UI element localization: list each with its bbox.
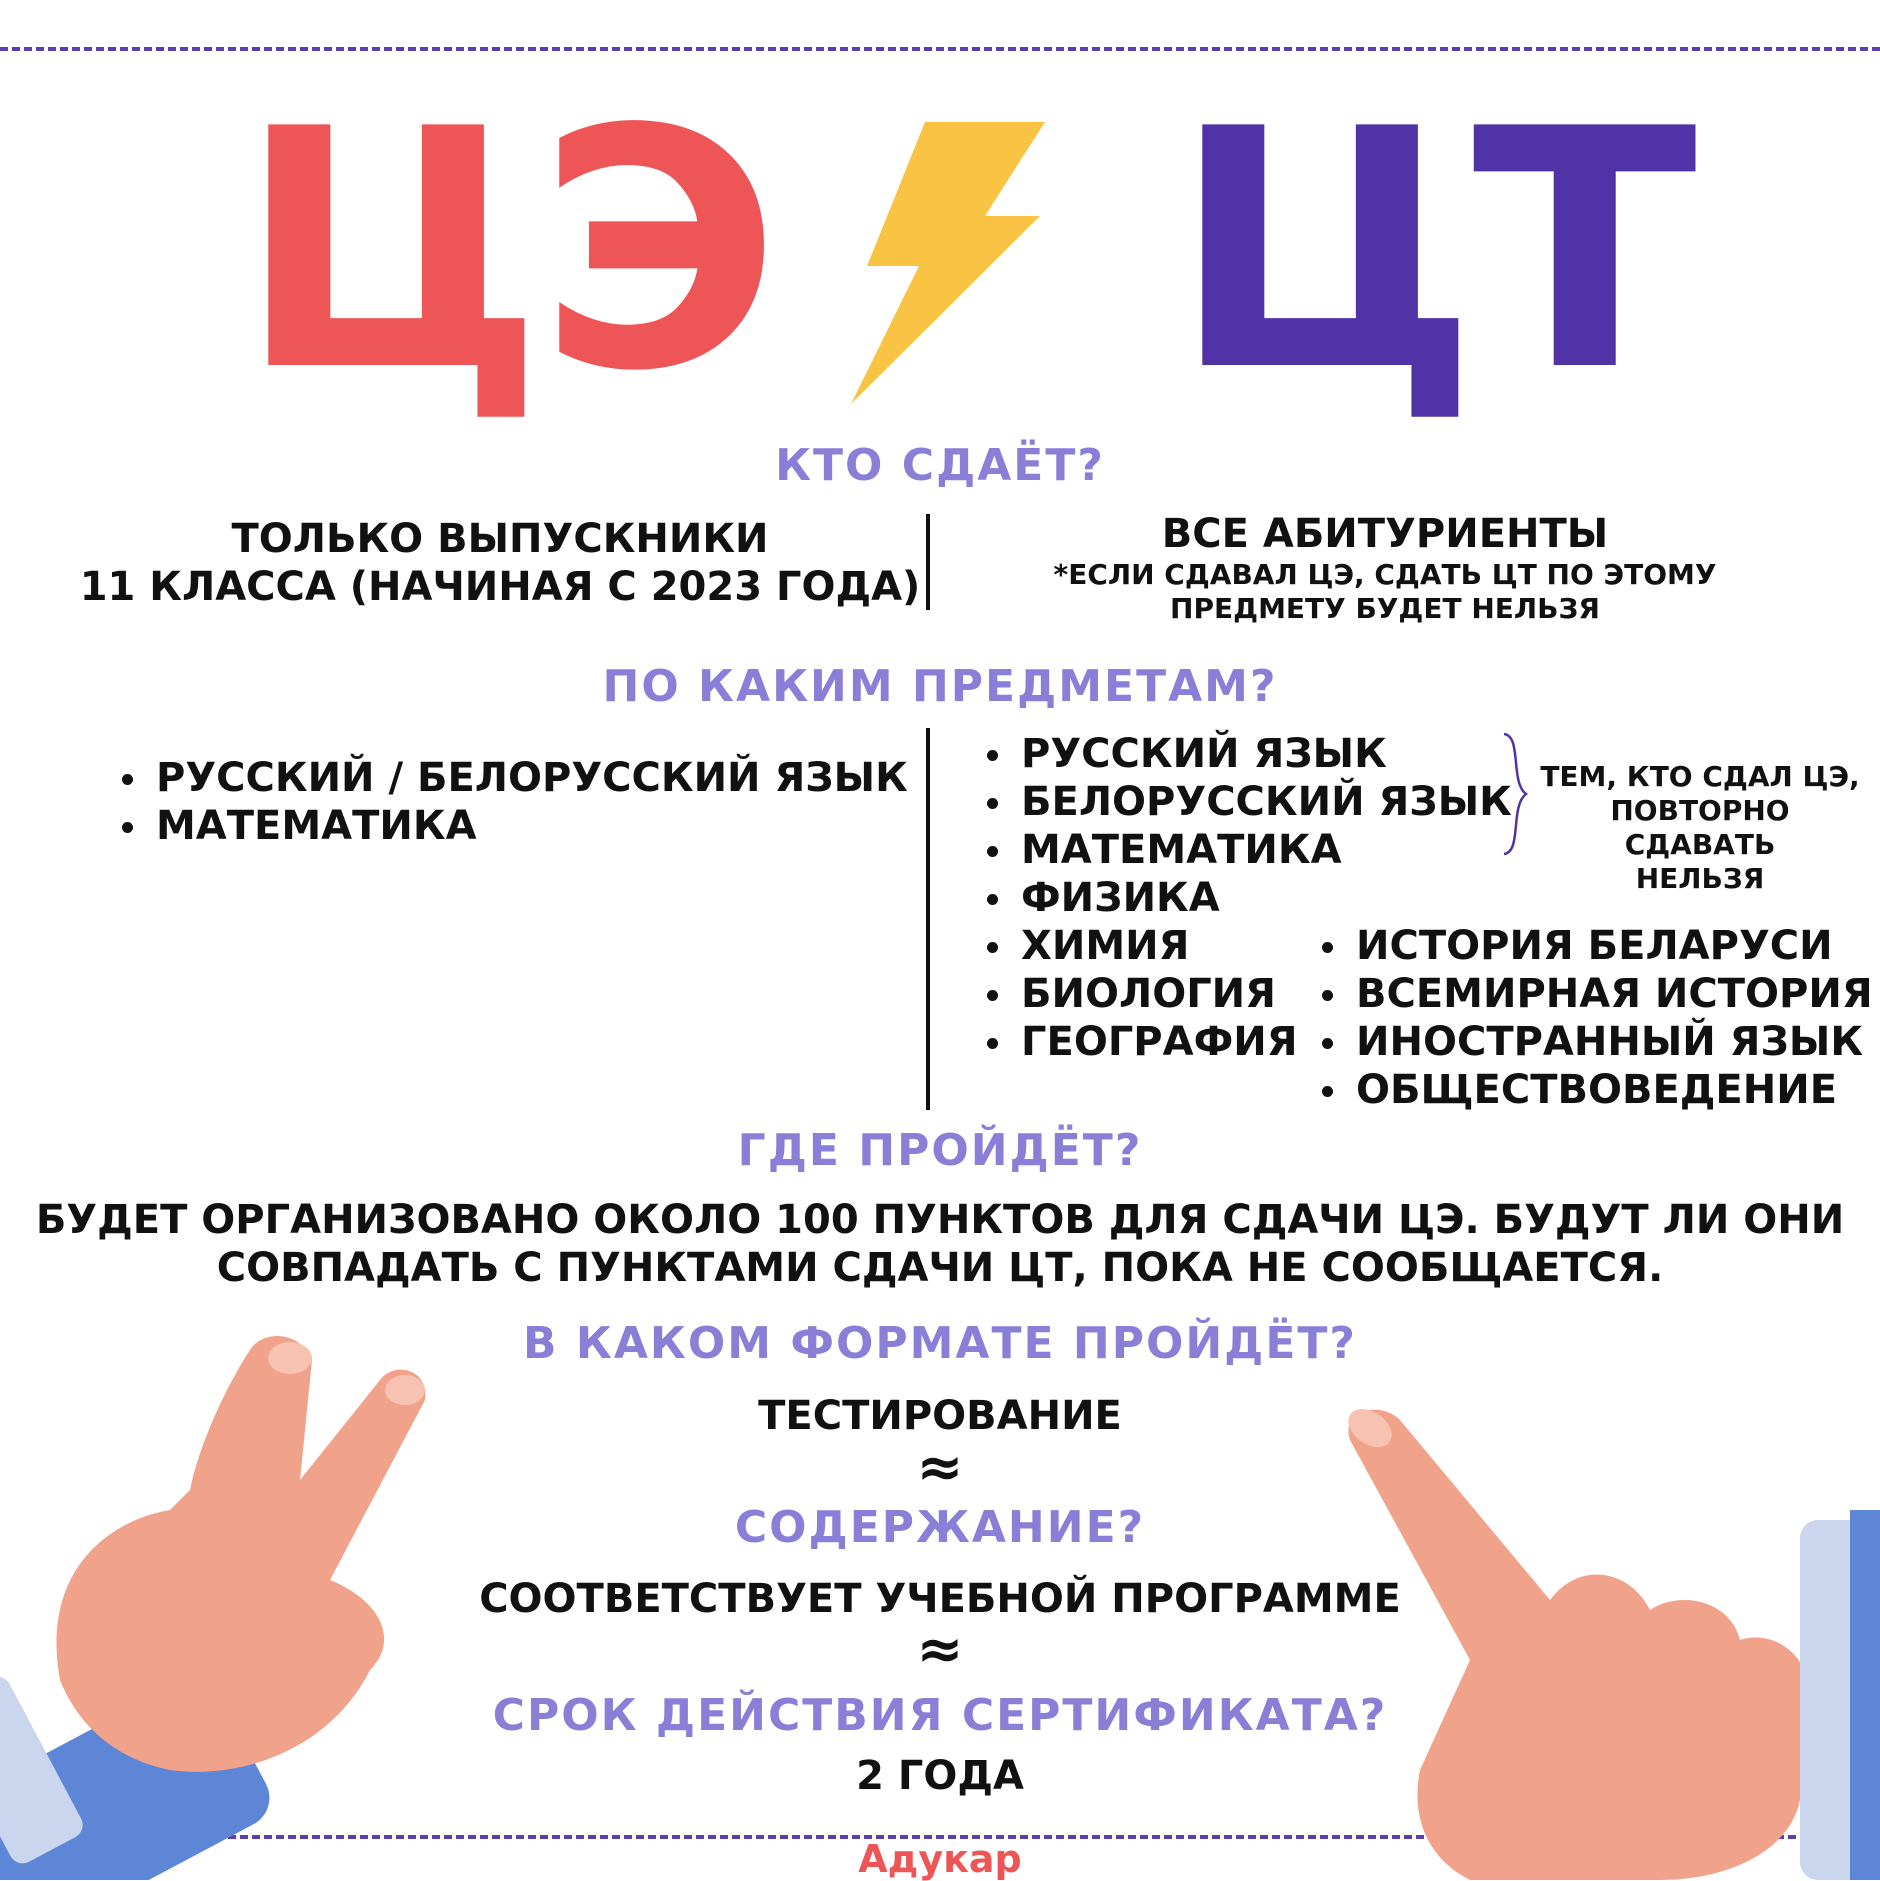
brace-note-line3: НЕЛЬЗЯ [1635,862,1765,895]
brand-logo: Адукар [858,1837,1022,1881]
format-answer: ТЕСТИРОВАНИЕ [758,1393,1122,1439]
list-item: ГЕОГРАФИЯ [983,1018,1512,1066]
top-dashed-border [0,47,1880,51]
where-line2: СОВПАДАТЬ С ПУНКТАМИ СДАЧИ ЦТ, ПОКА НЕ СООБЩАЕТСЯ. [216,1245,1664,1291]
where-heading: ГДЕ ПРОЙДЁТ? [737,1125,1143,1176]
where-text [0,1196,1880,1292]
brace-note [1535,760,1865,896]
list-item: ИСТОРИЯ БЕЛАРУСИ [1318,922,1873,970]
who-left [60,515,940,611]
approx-symbol-1: ≈ [916,1435,964,1500]
subjects-left-list [118,754,908,850]
validity-answer: 2 ГОДА [856,1753,1024,1799]
list-item: РУССКИЙ ЯЗЫК [983,730,1512,778]
who-right-main: ВСЕ АБИТУРИЕНТЫ [1161,511,1609,557]
who-left-line2: 11 КЛАССА (НАЧИНАЯ С 2023 ГОДА) [79,564,921,610]
list-item: БЕЛОРУССКИЙ ЯЗЫК [983,778,1512,826]
divider-who [926,514,930,610]
list-item: МАТЕМАТИКА [983,826,1512,874]
who-right-note-line2: ПРЕДМЕТУ БУДЕТ НЕЛЬЗЯ [1170,592,1600,625]
content-answer: СООТВЕТСТВУЕТ УЧЕБНОЙ ПРОГРАММЕ [479,1576,1401,1622]
who-heading: КТО СДАЁТ? [775,440,1105,491]
list-item: БИОЛОГИЯ [983,970,1512,1018]
content-heading: СОДЕРЖАНИЕ? [734,1502,1146,1553]
list-item: ХИМИЯ [983,922,1512,970]
list-item: МАТЕМАТИКА [118,802,908,850]
format-heading: В КАКОМ ФОРМАТЕ ПРОЙДЁТ? [523,1318,1357,1369]
brace-note-line2: ПОВТОРНО СДАВАТЬ [1610,794,1790,861]
curly-brace-icon [1500,732,1530,856]
list-item: РУССКИЙ / БЕЛОРУССКИЙ ЯЗЫК [118,754,908,802]
list-item: ОБЩЕСТВОВЕДЕНИЕ [1318,1066,1873,1114]
who-right-note-line1: *ЕСЛИ СДАВАЛ ЦЭ, СДАТЬ ЦТ ПО ЭТОМУ [1053,558,1717,591]
divider-subjects [926,728,930,1110]
who-right [1000,510,1770,626]
list-item: ФИЗИКА [983,874,1512,922]
brace-note-line1: ТЕМ, КТО СДАЛ ЦЭ, [1540,760,1860,793]
who-left-line1: ТОЛЬКО ВЫПУСКНИКИ [231,516,769,562]
approx-symbol-2: ≈ [916,1617,964,1682]
title-ce: ЦЭ [238,59,775,443]
list-item: ВСЕМИРНАЯ ИСТОРИЯ [1318,970,1873,1018]
subjects-right-list-2 [1318,922,1873,1114]
title-ct: ЦТ [1172,59,1692,443]
subjects-heading: ПО КАКИМ ПРЕДМЕТАМ? [602,661,1278,712]
lightning-bolt-icon [845,118,1045,408]
list-item: ИНОСТРАННЫЙ ЯЗЫК [1318,1018,1873,1066]
validity-heading: СРОК ДЕЙСТВИЯ СЕРТИФИКАТА? [492,1690,1388,1741]
where-line1: БУДЕТ ОРГАНИЗОВАНО ОКОЛО 100 ПУНКТОВ ДЛЯ СДАЧИ ЦЭ. БУДУТ ЛИ ОНИ [35,1197,1845,1243]
